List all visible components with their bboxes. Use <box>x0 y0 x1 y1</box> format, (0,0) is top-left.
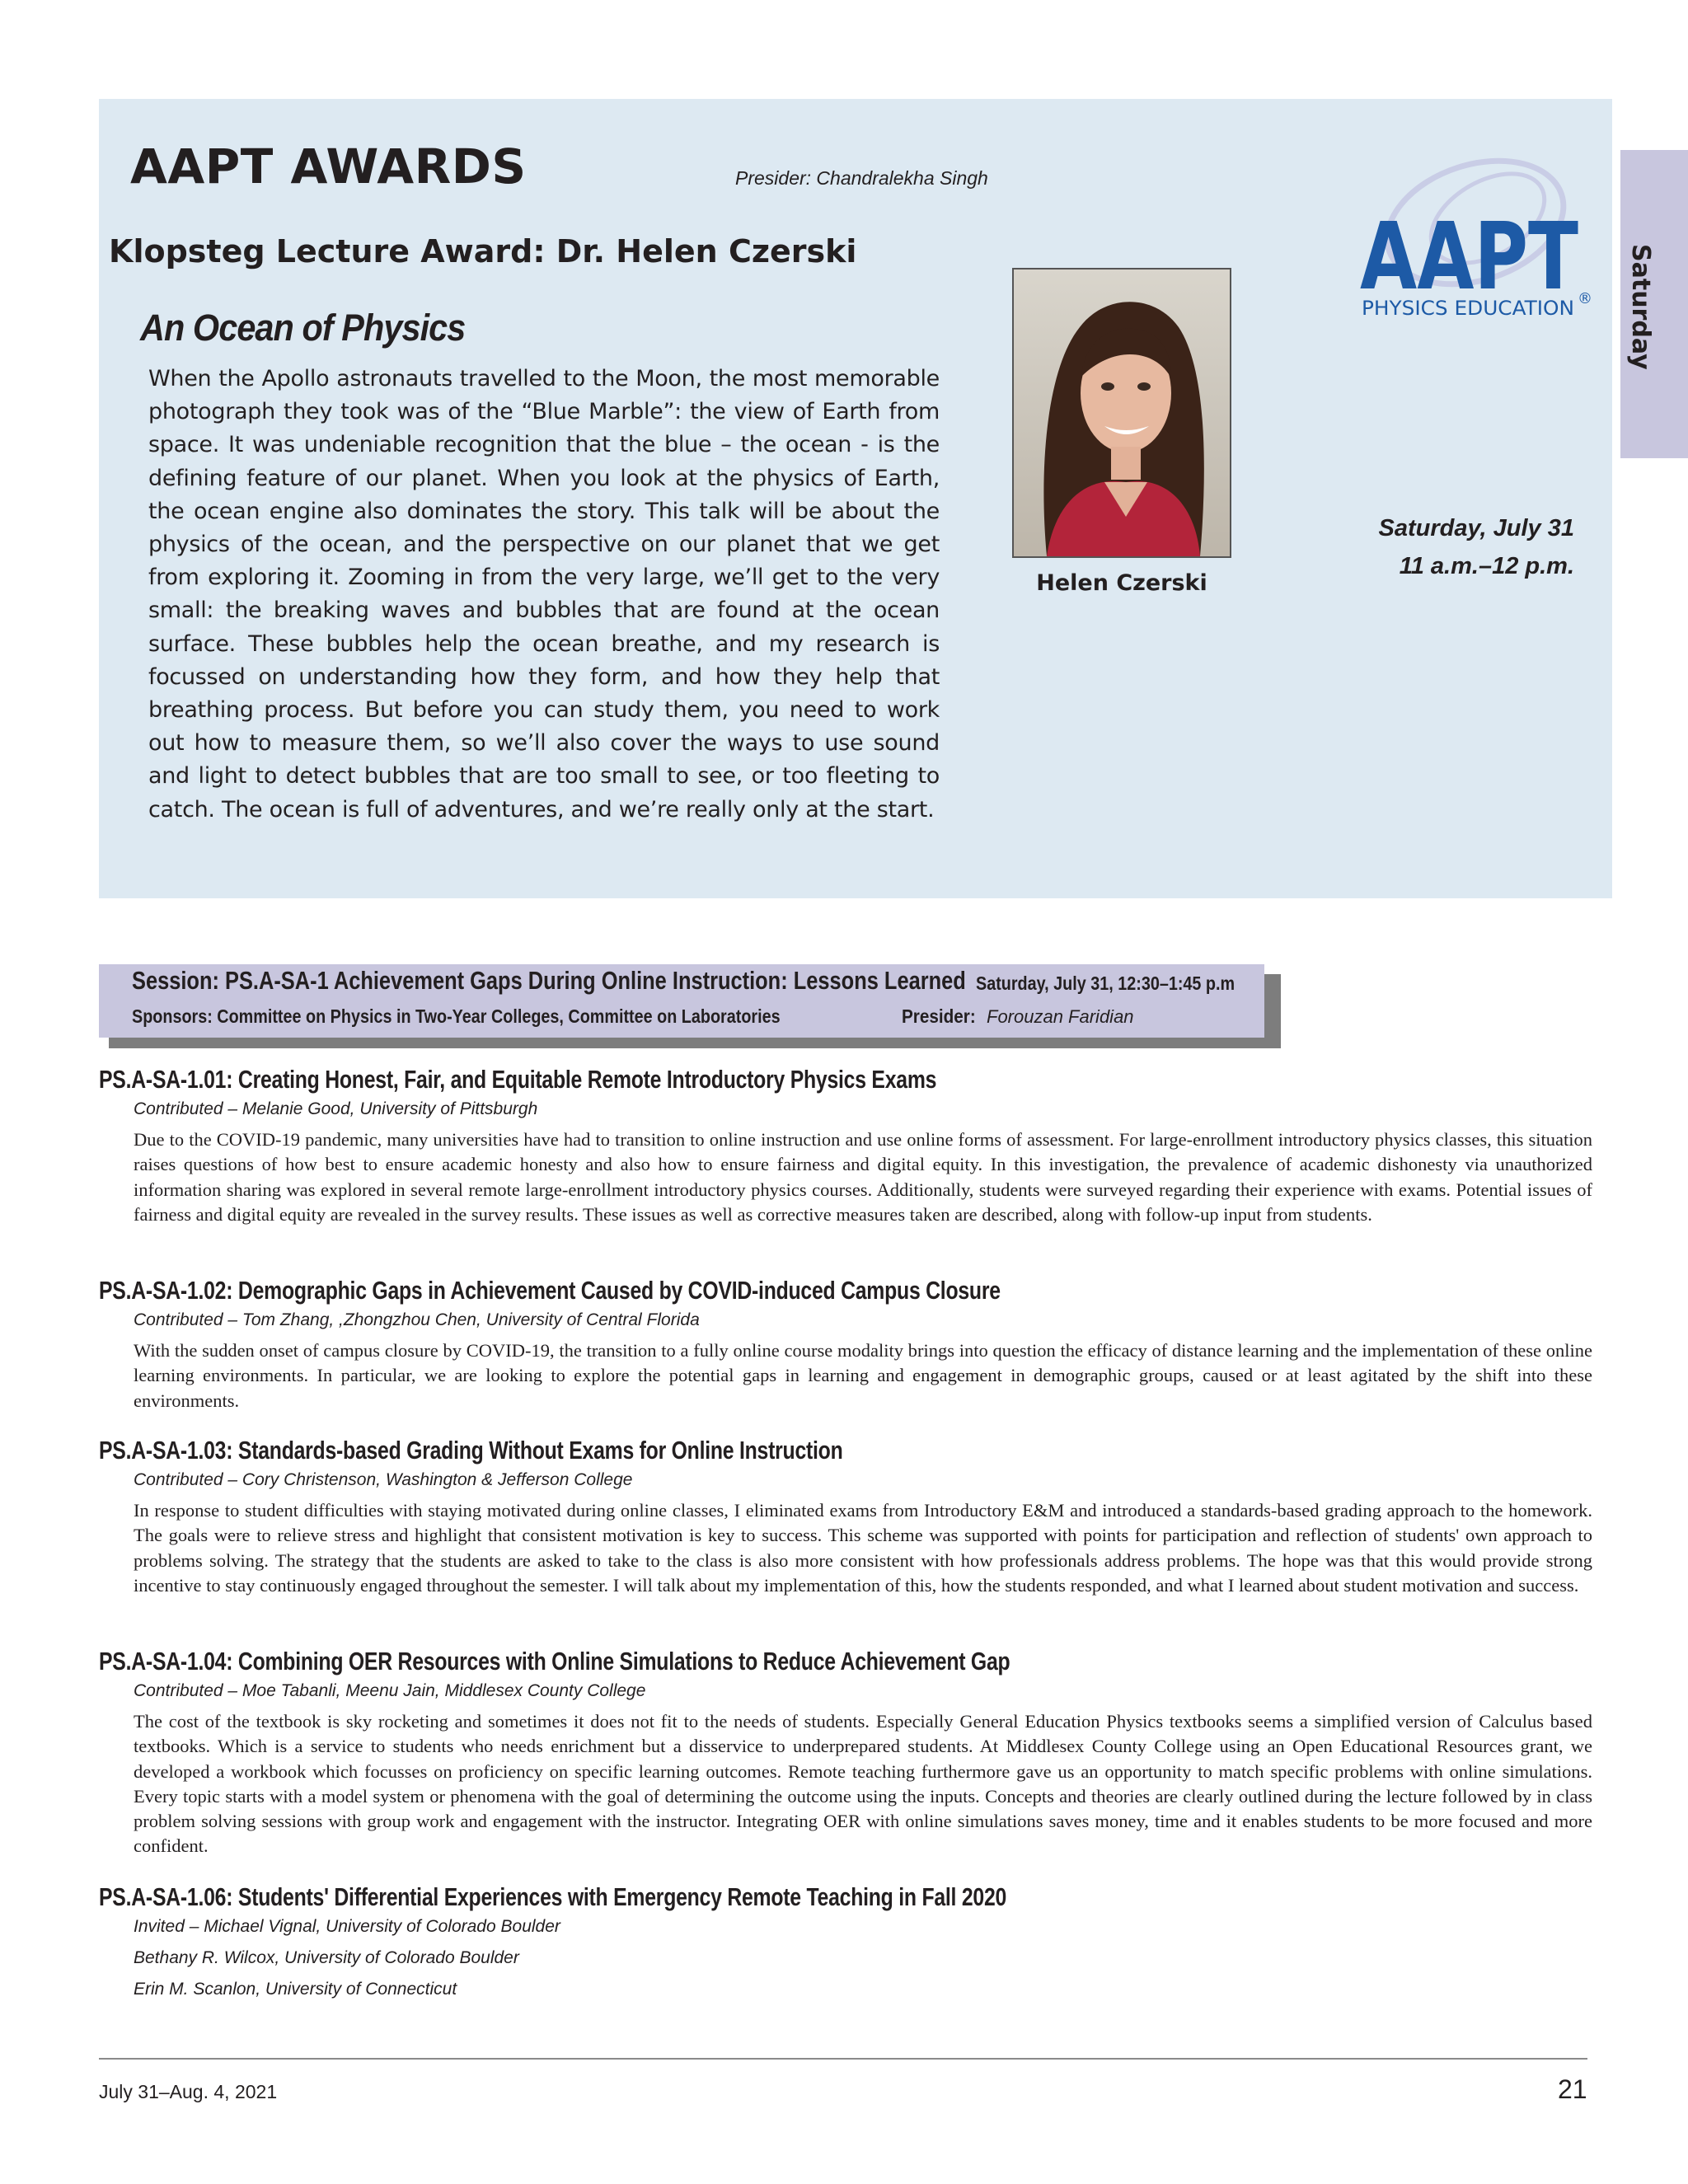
paper-abstract: The cost of the textbook is sky rocketing and sometimes it does not fit to the needs of students. Especially General Education Physics textbooks seems a simplified version of Calculus based textbooks. Which is a service to students who needs enrichment but a disservice to underprepared students. At Middlesex County College using an Open Educational Resources grant, we developed a workbook which focusses on proficiency on specific learning outcomes. Remote teaching furthermore gave us an opportunity to match specific problems with online simulations. Every topic starts with a model system or phenomena with the goal of determining the outcome using the inputs. Concepts and theories are clearly outlined during the lecture followed by in class problem solving sessions with group work and engagement with the instructor. Integrating OER with online simulations saves money, time and it enables students to be more focused and more confident. <box>134 1711 1592 1857</box>
session-title: Session: PS.A-SA-1 Achievement Gaps During Online Instruction: Lessons Learned <box>132 966 966 995</box>
paper-entry <box>99 1276 1599 1413</box>
awards-heading: AAPT AWARDS <box>130 138 527 194</box>
paper-abstract: With the sudden onset of campus closure by COVID-19, the transition to a fully online course modality brings into question the efficacy of distance learning and the implementation of these online learning environments. In particular, we are looking to explore the potential gaps in learning and engagement in demographic groups, caused or at least agitated by the shift into these environments. <box>134 1340 1592 1411</box>
session-datetime: Saturday, July 31, 12:30–1:45 p.m <box>976 972 1236 994</box>
paper-title: PS.A-SA-1.04: Combining OER Resources with Online Simulations to Reduce Achievement Gap <box>99 1647 1010 1675</box>
paper-abstract: Due to the COVID-19 pandemic, many universities have had to transition to online instruction and use online forms of assessment. For large-enrollment introductory physics classes, this situation raises questions of how best to ensure academic honesty and also how to ensure fairness and digital equity. In this investigation, the prevalence of academic dishonesty via unauthorized information sharing was explored in several remote large-enrollment introductory physics courses. Additionally, students were surveyed regarding their experience with exams. Potential issues of fairness and digital equity are revealed in the survey results. These issues as well as corrective measures taken are described, along with follow-up input from students. <box>134 1129 1592 1225</box>
paper-author: Contributed – Cory Christenson, Washington & Jefferson College <box>134 1470 633 1489</box>
paper-title: PS.A-SA-1.03: Standards-based Grading Without Exams for Online Instruction <box>99 1436 843 1465</box>
paper-author: Invited – Michael Vignal, University of Colorado Boulder <box>134 1917 560 1936</box>
award-title: Klopsteg Lecture Award: Dr. Helen Czerski <box>109 233 857 269</box>
paper-entry <box>99 1436 1599 1598</box>
awards-presider: Presider: Chandralekha Singh <box>735 167 988 189</box>
footer-divider <box>99 2058 1587 2060</box>
paper-entry <box>99 1065 1599 1227</box>
paper-title: PS.A-SA-1.02: Demographic Gaps in Achievement Caused by COVID-induced Campus Closure <box>99 1276 1001 1305</box>
session-presider-label: Presider: <box>902 1005 976 1027</box>
session-sponsors: Sponsors: Committee on Physics in Two-Year Colleges, Committee on Laboratories <box>132 1005 781 1027</box>
paper-author: Contributed – Moe Tabanli, Meenu Jain, Middlesex County College <box>134 1681 646 1700</box>
page-number: 21 <box>1558 2074 1587 2104</box>
portrait-image <box>1014 269 1230 556</box>
aapt-logo <box>1352 140 1599 330</box>
registered-mark: ® <box>1578 290 1592 307</box>
paper-author: Erin M. Scanlon, University of Connecticut <box>134 1980 457 1999</box>
session-presider-name: Forouzan Faridian <box>987 1006 1134 1027</box>
paper-entry <box>99 1882 1599 1999</box>
lecture-abstract: When the Apollo astronauts travelled to the Moon, the most memorable photograph they took was of the “Blue Marble”: the view of Earth from space. It was undeniable recognition that the blue – the ocean - is the defining feature of our planet. When you look at the physics of Earth, the ocean engine also dominates the story. This talk will be about the physics of the ocean, and the perspective on our planet that we get from exploring it. Zooming in from the very large, we’ll get to the very small: the breaking waves and bubbles that are found at the ocean surface. These bubbles help the ocean breathe, and my research is focussed on understanding how they form, and how they help that breathing process. But before you can study them, you need to work out how to measure them, so we’ll also cover the ways to use sound and light to detect bubbles that are too small to see, or too fleeting to catch. The ocean is full of adventures, and we’re really only at the start. <box>148 366 940 823</box>
paper-entry <box>99 1647 1599 1859</box>
speaker-photo <box>1012 268 1231 558</box>
aapt-logo-tagline: PHYSICS EDUCATION <box>1362 297 1574 320</box>
paper-author: Contributed – Melanie Good, University of Pittsburgh <box>134 1099 538 1118</box>
paper-abstract: In response to student difficulties with staying motivated during online classes, I eliminated exams from Introductory E&M and introduced a standards-based grading approach to the homework. The goals were to relieve stress and highlight that consistent motivation is key to success. This scheme was supported with points for participation and reflection of students' own approach to problems solving. The strategy that the students are asked to take to the class is also more consistent with how professionals address problems. The hope was that this would provide strong incentive to stay continuously engaged throughout the semester. I will talk about my implementation of this, how the students responded, and what I learned about student motivation and success. <box>134 1500 1592 1596</box>
footer-date: July 31–Aug. 4, 2021 <box>99 2081 278 2102</box>
photo-caption: Helen Czerski <box>1036 570 1207 596</box>
lecture-datetime <box>1319 509 1574 585</box>
lecture-date: Saturday, July 31 <box>1378 515 1574 541</box>
lecture-time: 11 a.m.–12 p.m. <box>1399 553 1574 579</box>
paper-title: PS.A-SA-1.06: Students' Differential Experiences with Emergency Remote Teaching in Fall 2020 <box>99 1882 1007 1911</box>
paper-author: Bethany R. Wilcox, University of Colorado Boulder <box>134 1948 519 1967</box>
aapt-logo-text: AAPT <box>1360 204 1578 311</box>
aapt-logo-mark <box>1352 140 1599 330</box>
lecture-title: An Ocean of Physics <box>140 307 466 349</box>
paper-title: PS.A-SA-1.01: Creating Honest, Fair, and Equitable Remote Introductory Physics Exams <box>99 1065 937 1094</box>
day-tab-label: Saturday <box>1626 244 1655 370</box>
paper-author: Contributed – Tom Zhang, ,Zhongzhou Chen, University of Central Florida <box>134 1310 700 1329</box>
